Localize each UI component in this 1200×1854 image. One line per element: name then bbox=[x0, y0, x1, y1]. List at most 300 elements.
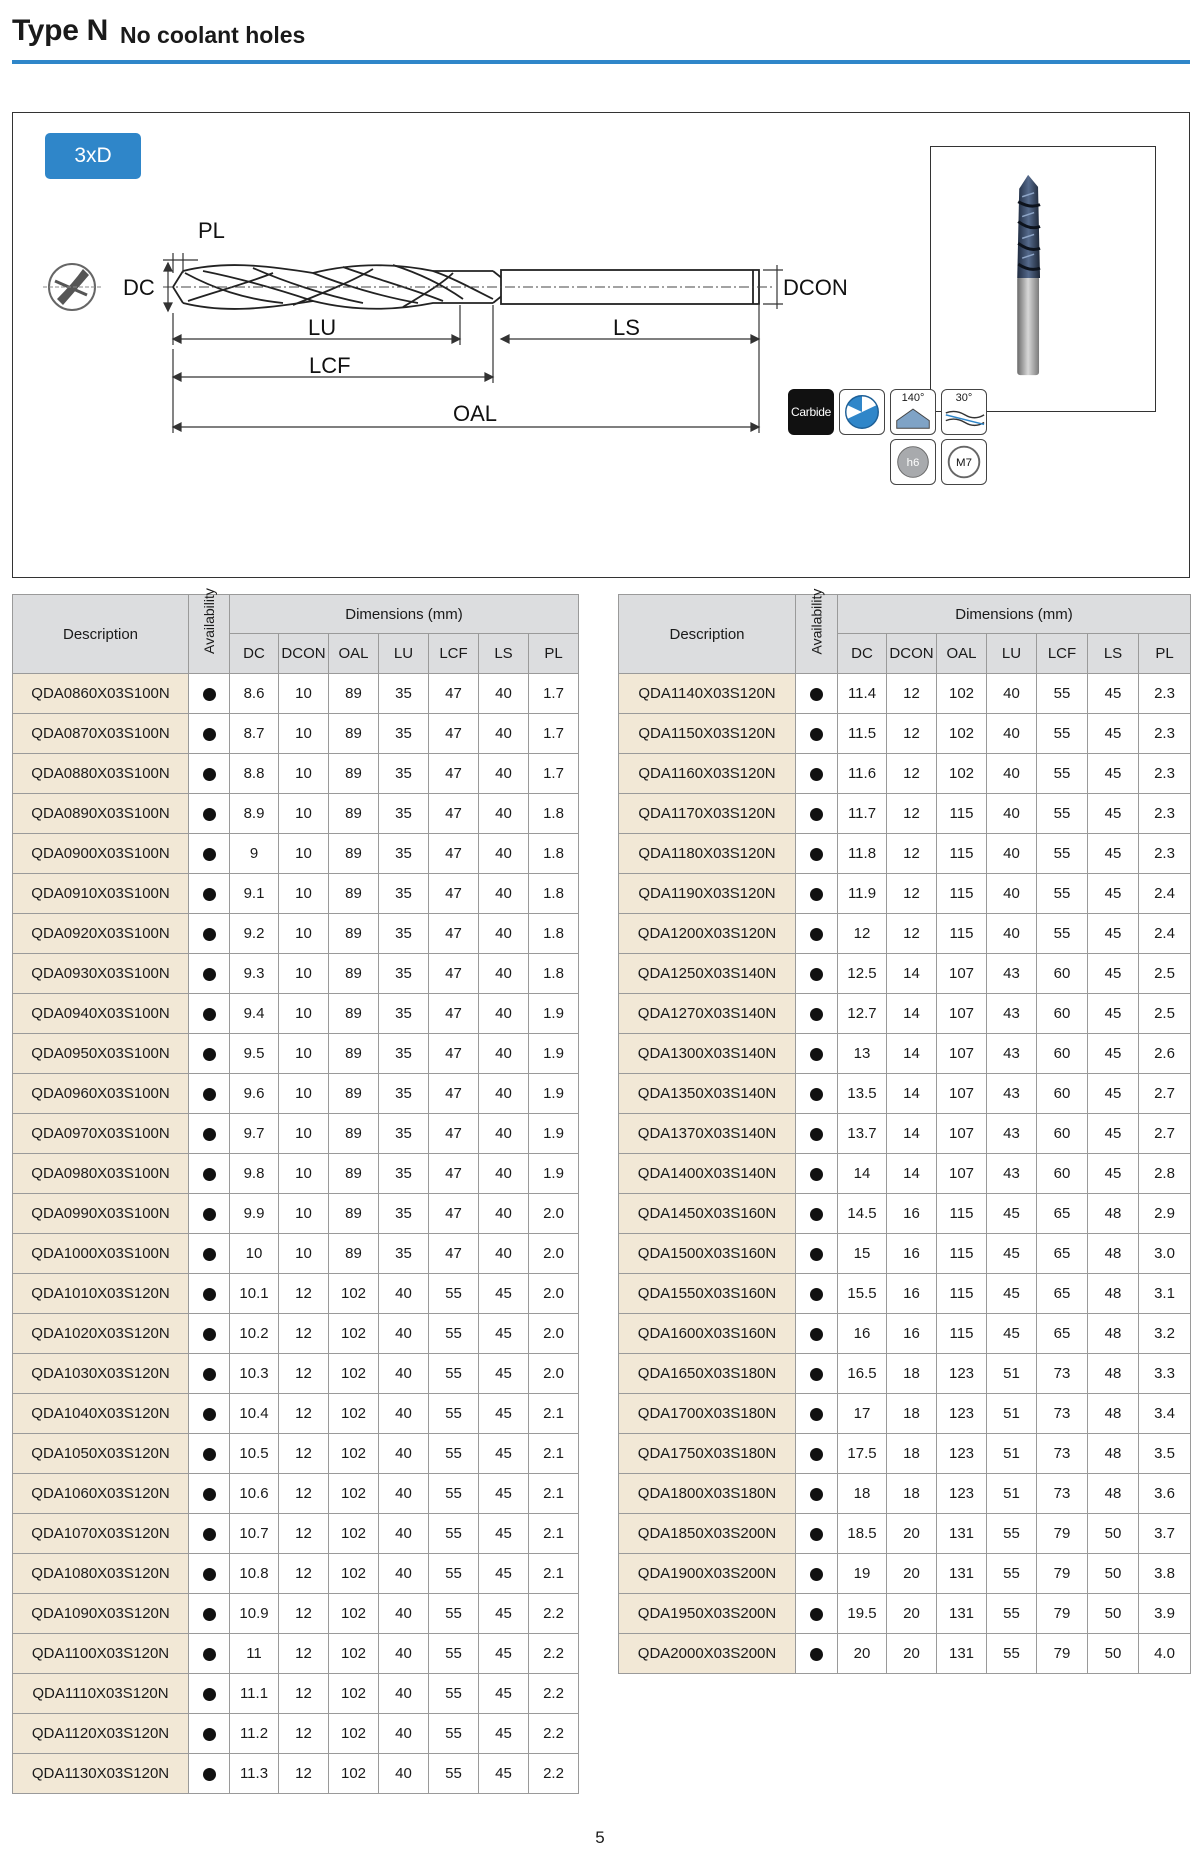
cell-dcon: 12 bbox=[279, 1714, 329, 1754]
cell-pl: 2.0 bbox=[529, 1194, 579, 1234]
cell-oal: 102 bbox=[329, 1594, 379, 1634]
available-dot-icon bbox=[810, 1408, 823, 1421]
cell-ls: 40 bbox=[479, 834, 529, 874]
table-row bbox=[13, 1554, 579, 1594]
item-description: QDA1180X03S120N bbox=[619, 834, 796, 874]
column-header-dc: DC bbox=[838, 634, 887, 674]
availability-cell bbox=[189, 874, 230, 914]
cell-pl: 2.6 bbox=[1139, 1034, 1191, 1074]
item-description: QDA1800X03S180N bbox=[619, 1474, 796, 1514]
item-description: QDA2000X03S200N bbox=[619, 1634, 796, 1674]
cell-oal: 89 bbox=[329, 834, 379, 874]
table-row bbox=[13, 1274, 579, 1314]
cell-lcf: 47 bbox=[429, 1074, 479, 1114]
page-subtitle: No coolant holes bbox=[120, 22, 306, 48]
availability-cell bbox=[796, 994, 838, 1034]
cell-lu: 45 bbox=[987, 1314, 1037, 1354]
cell-lu: 40 bbox=[379, 1274, 429, 1314]
cell-dcon: 12 bbox=[887, 754, 937, 794]
cell-pl: 2.1 bbox=[529, 1474, 579, 1514]
cell-oal: 115 bbox=[937, 1274, 987, 1314]
item-description: QDA1400X03S140N bbox=[619, 1154, 796, 1194]
availability-cell bbox=[796, 754, 838, 794]
table-row bbox=[619, 1154, 1191, 1194]
available-dot-icon bbox=[203, 1448, 216, 1461]
cell-lcf: 60 bbox=[1037, 1114, 1088, 1154]
cell-oal: 123 bbox=[937, 1474, 987, 1514]
cell-dcon: 12 bbox=[279, 1674, 329, 1714]
cell-pl: 1.8 bbox=[529, 834, 579, 874]
cell-dcon: 12 bbox=[887, 674, 937, 714]
cell-ls: 45 bbox=[479, 1354, 529, 1394]
cell-ls: 45 bbox=[479, 1274, 529, 1314]
item-description: QDA1070X03S120N bbox=[13, 1514, 189, 1554]
availability-cell bbox=[189, 1554, 230, 1594]
cell-ls: 45 bbox=[1088, 914, 1139, 954]
cell-lu: 40 bbox=[379, 1514, 429, 1554]
cell-oal: 89 bbox=[329, 714, 379, 754]
cell-lcf: 79 bbox=[1037, 1634, 1088, 1674]
cell-oal: 131 bbox=[937, 1634, 987, 1674]
availability-cell bbox=[189, 994, 230, 1034]
availability-cell bbox=[796, 1114, 838, 1154]
available-dot-icon bbox=[203, 808, 216, 821]
table-row bbox=[13, 1514, 579, 1554]
availability-cell bbox=[189, 1394, 230, 1434]
availability-cell bbox=[189, 1514, 230, 1554]
cell-dcon: 10 bbox=[279, 1034, 329, 1074]
item-description: QDA0880X03S100N bbox=[13, 754, 189, 794]
cell-dc: 10.7 bbox=[230, 1514, 279, 1554]
lcf-label: LCF bbox=[309, 353, 351, 378]
cell-lu: 35 bbox=[379, 754, 429, 794]
cell-lcf: 55 bbox=[429, 1554, 479, 1594]
availability-cell bbox=[189, 714, 230, 754]
item-description: QDA0910X03S100N bbox=[13, 874, 189, 914]
column-header-dc: DC bbox=[230, 634, 279, 674]
cell-pl: 1.8 bbox=[529, 794, 579, 834]
cell-ls: 45 bbox=[479, 1394, 529, 1434]
drill-cross-section-icon bbox=[839, 389, 885, 435]
cell-lu: 40 bbox=[379, 1754, 429, 1794]
cell-lu: 35 bbox=[379, 1154, 429, 1194]
cell-ls: 45 bbox=[1088, 674, 1139, 714]
cell-lcf: 55 bbox=[429, 1634, 479, 1674]
item-description: QDA0980X03S100N bbox=[13, 1154, 189, 1194]
cell-pl: 2.3 bbox=[1139, 674, 1191, 714]
availability-cell bbox=[189, 954, 230, 994]
cell-lu: 40 bbox=[987, 834, 1037, 874]
cell-lu: 55 bbox=[987, 1634, 1037, 1674]
cell-dc: 9.8 bbox=[230, 1154, 279, 1194]
cell-ls: 40 bbox=[479, 1194, 529, 1234]
table-row bbox=[13, 1074, 579, 1114]
table-row bbox=[619, 1434, 1191, 1474]
cell-lu: 35 bbox=[379, 714, 429, 754]
drill-photo-illustration bbox=[931, 147, 1155, 411]
page-title: Type N bbox=[12, 14, 108, 47]
cell-lcf: 47 bbox=[429, 674, 479, 714]
cell-dc: 11.3 bbox=[230, 1754, 279, 1794]
cell-lcf: 47 bbox=[429, 874, 479, 914]
cell-lcf: 47 bbox=[429, 754, 479, 794]
cell-dc: 8.8 bbox=[230, 754, 279, 794]
cell-pl: 3.3 bbox=[1139, 1354, 1191, 1394]
cell-lu: 40 bbox=[987, 674, 1037, 714]
cell-dc: 14.5 bbox=[838, 1194, 887, 1234]
cell-lu: 51 bbox=[987, 1434, 1037, 1474]
item-description: QDA0860X03S100N bbox=[13, 674, 189, 714]
column-header-dcon: DCON bbox=[887, 634, 937, 674]
available-dot-icon bbox=[810, 1288, 823, 1301]
cell-oal: 115 bbox=[937, 1194, 987, 1234]
cell-dcon: 16 bbox=[887, 1194, 937, 1234]
table-row bbox=[13, 1234, 579, 1274]
cell-lcf: 73 bbox=[1037, 1474, 1088, 1514]
cell-dc: 10.1 bbox=[230, 1274, 279, 1314]
cell-oal: 102 bbox=[329, 1554, 379, 1594]
cell-pl: 3.4 bbox=[1139, 1394, 1191, 1434]
cell-pl: 2.2 bbox=[529, 1594, 579, 1634]
cell-lu: 40 bbox=[379, 1474, 429, 1514]
cell-ls: 40 bbox=[479, 1074, 529, 1114]
available-dot-icon bbox=[203, 1488, 216, 1501]
cell-dcon: 10 bbox=[279, 714, 329, 754]
table-row bbox=[13, 914, 579, 954]
availability-cell bbox=[796, 874, 838, 914]
table-row bbox=[13, 1594, 579, 1634]
cell-lu: 43 bbox=[987, 1034, 1037, 1074]
item-description: QDA1060X03S120N bbox=[13, 1474, 189, 1514]
table-row bbox=[13, 834, 579, 874]
availability-cell bbox=[189, 1114, 230, 1154]
cell-ls: 48 bbox=[1088, 1474, 1139, 1514]
cell-oal: 123 bbox=[937, 1394, 987, 1434]
cell-lu: 35 bbox=[379, 994, 429, 1034]
cell-oal: 102 bbox=[329, 1674, 379, 1714]
cell-oal: 115 bbox=[937, 1234, 987, 1274]
availability-cell bbox=[189, 1474, 230, 1514]
cell-lu: 35 bbox=[379, 1114, 429, 1154]
cell-dcon: 16 bbox=[887, 1274, 937, 1314]
cell-dcon: 14 bbox=[887, 1114, 937, 1154]
item-description: QDA1140X03S120N bbox=[619, 674, 796, 714]
cell-dcon: 18 bbox=[887, 1474, 937, 1514]
cell-dcon: 10 bbox=[279, 754, 329, 794]
available-dot-icon bbox=[810, 888, 823, 901]
cell-pl: 2.3 bbox=[1139, 714, 1191, 754]
available-dot-icon bbox=[203, 1408, 216, 1421]
cell-ls: 40 bbox=[479, 1154, 529, 1194]
cell-dcon: 12 bbox=[887, 834, 937, 874]
cell-lcf: 55 bbox=[1037, 874, 1088, 914]
cell-oal: 107 bbox=[937, 954, 987, 994]
available-dot-icon bbox=[203, 1248, 216, 1261]
cell-lu: 40 bbox=[379, 1354, 429, 1394]
point-angle-icon bbox=[890, 389, 936, 435]
cell-oal: 102 bbox=[329, 1274, 379, 1314]
cell-lcf: 65 bbox=[1037, 1274, 1088, 1314]
table-row bbox=[619, 1394, 1191, 1434]
available-dot-icon bbox=[810, 848, 823, 861]
cell-pl: 1.9 bbox=[529, 994, 579, 1034]
cell-lcf: 55 bbox=[429, 1754, 479, 1794]
cell-lu: 35 bbox=[379, 674, 429, 714]
cell-ls: 40 bbox=[479, 874, 529, 914]
availability-cell bbox=[189, 1034, 230, 1074]
availability-cell bbox=[796, 714, 838, 754]
cell-pl: 3.0 bbox=[1139, 1234, 1191, 1274]
cell-dcon: 12 bbox=[279, 1394, 329, 1434]
cell-pl: 4.0 bbox=[1139, 1634, 1191, 1674]
cell-dcon: 12 bbox=[279, 1554, 329, 1594]
available-dot-icon bbox=[810, 1008, 823, 1021]
cell-lcf: 55 bbox=[429, 1354, 479, 1394]
availability-cell bbox=[796, 1554, 838, 1594]
availability-cell bbox=[189, 754, 230, 794]
cell-ls: 40 bbox=[479, 794, 529, 834]
cell-dc: 10.6 bbox=[230, 1474, 279, 1514]
cell-dcon: 10 bbox=[279, 994, 329, 1034]
length-ratio-badge: 3xD bbox=[45, 133, 141, 179]
cell-dc: 11.2 bbox=[230, 1714, 279, 1754]
cell-pl: 1.7 bbox=[529, 674, 579, 714]
cell-ls: 50 bbox=[1088, 1634, 1139, 1674]
table-row bbox=[13, 1394, 579, 1434]
cell-ls: 40 bbox=[479, 754, 529, 794]
column-header-ls: LS bbox=[479, 634, 529, 674]
cell-pl: 2.0 bbox=[529, 1274, 579, 1314]
cell-dc: 20 bbox=[838, 1634, 887, 1674]
cell-dc: 9.3 bbox=[230, 954, 279, 994]
cell-lcf: 47 bbox=[429, 1234, 479, 1274]
cell-pl: 3.5 bbox=[1139, 1434, 1191, 1474]
table-row bbox=[619, 1314, 1191, 1354]
cell-ls: 40 bbox=[479, 1034, 529, 1074]
cell-dc: 9.2 bbox=[230, 914, 279, 954]
availability-cell bbox=[796, 1194, 838, 1234]
cell-pl: 2.2 bbox=[529, 1674, 579, 1714]
table-row bbox=[619, 754, 1191, 794]
table-row bbox=[619, 834, 1191, 874]
available-dot-icon bbox=[810, 1528, 823, 1541]
available-dot-icon bbox=[810, 928, 823, 941]
cell-dc: 8.7 bbox=[230, 714, 279, 754]
availability-cell bbox=[189, 1434, 230, 1474]
availability-cell bbox=[189, 1154, 230, 1194]
cell-dcon: 12 bbox=[279, 1594, 329, 1634]
cell-lu: 35 bbox=[379, 1074, 429, 1114]
column-header-lu: LU bbox=[379, 634, 429, 674]
table-row bbox=[13, 1674, 579, 1714]
table-row bbox=[619, 714, 1191, 754]
available-dot-icon bbox=[203, 1008, 216, 1021]
availability-cell bbox=[189, 914, 230, 954]
table-row bbox=[13, 994, 579, 1034]
column-header-oal: OAL bbox=[937, 634, 987, 674]
cell-lu: 40 bbox=[379, 1634, 429, 1674]
cell-pl: 2.2 bbox=[529, 1714, 579, 1754]
column-header-dcon: DCON bbox=[279, 634, 329, 674]
table-row bbox=[619, 954, 1191, 994]
cell-lu: 40 bbox=[379, 1434, 429, 1474]
cell-lcf: 60 bbox=[1037, 1154, 1088, 1194]
cell-dc: 12.7 bbox=[838, 994, 887, 1034]
available-dot-icon bbox=[203, 1208, 216, 1221]
available-dot-icon bbox=[810, 808, 823, 821]
column-header-lcf: LCF bbox=[429, 634, 479, 674]
cell-oal: 115 bbox=[937, 834, 987, 874]
cell-dc: 13.5 bbox=[838, 1074, 887, 1114]
cell-pl: 2.3 bbox=[1139, 754, 1191, 794]
table-row bbox=[619, 1234, 1191, 1274]
available-dot-icon bbox=[810, 1488, 823, 1501]
cell-lu: 51 bbox=[987, 1474, 1037, 1514]
cell-oal: 89 bbox=[329, 1074, 379, 1114]
availability-cell bbox=[189, 1314, 230, 1354]
availability-cell bbox=[796, 674, 838, 714]
cell-dc: 10.9 bbox=[230, 1594, 279, 1634]
available-dot-icon bbox=[203, 848, 216, 861]
availability-cell bbox=[796, 1034, 838, 1074]
cell-lcf: 47 bbox=[429, 994, 479, 1034]
table-row bbox=[619, 1554, 1191, 1594]
cell-oal: 89 bbox=[329, 994, 379, 1034]
cell-lcf: 73 bbox=[1037, 1354, 1088, 1394]
cell-dcon: 20 bbox=[887, 1634, 937, 1674]
cell-oal: 102 bbox=[937, 674, 987, 714]
cell-oal: 115 bbox=[937, 794, 987, 834]
helix-angle-label: 30° bbox=[955, 392, 973, 404]
cell-oal: 107 bbox=[937, 1154, 987, 1194]
available-dot-icon bbox=[203, 1648, 216, 1661]
cell-pl: 3.8 bbox=[1139, 1554, 1191, 1594]
cell-dcon: 14 bbox=[887, 994, 937, 1034]
cell-dc: 11.5 bbox=[838, 714, 887, 754]
available-dot-icon bbox=[203, 1328, 216, 1341]
cell-lu: 40 bbox=[379, 1594, 429, 1634]
cell-oal: 102 bbox=[329, 1754, 379, 1794]
cell-dcon: 20 bbox=[887, 1554, 937, 1594]
cell-pl: 2.0 bbox=[529, 1234, 579, 1274]
availability-cell bbox=[189, 674, 230, 714]
item-description: QDA0870X03S100N bbox=[13, 714, 189, 754]
column-header-oal: OAL bbox=[329, 634, 379, 674]
cell-oal: 89 bbox=[329, 1034, 379, 1074]
cell-pl: 2.5 bbox=[1139, 994, 1191, 1034]
cell-lcf: 60 bbox=[1037, 954, 1088, 994]
cell-ls: 45 bbox=[479, 1754, 529, 1794]
table-row bbox=[619, 1194, 1191, 1234]
item-description: QDA1270X03S140N bbox=[619, 994, 796, 1034]
cell-lu: 55 bbox=[987, 1554, 1037, 1594]
item-description: QDA0900X03S100N bbox=[13, 834, 189, 874]
table-row bbox=[13, 1314, 579, 1354]
cell-pl: 2.4 bbox=[1139, 874, 1191, 914]
hole-tolerance-icon bbox=[941, 439, 987, 485]
available-dot-icon bbox=[203, 1048, 216, 1061]
cell-pl: 3.2 bbox=[1139, 1314, 1191, 1354]
cell-dc: 18 bbox=[838, 1474, 887, 1514]
shank-tolerance-icon bbox=[890, 439, 936, 485]
cell-lcf: 47 bbox=[429, 914, 479, 954]
item-description: QDA1120X03S120N bbox=[13, 1714, 189, 1754]
item-description: QDA1500X03S160N bbox=[619, 1234, 796, 1274]
availability-cell bbox=[189, 1234, 230, 1274]
item-description: QDA1090X03S120N bbox=[13, 1594, 189, 1634]
cell-lcf: 47 bbox=[429, 794, 479, 834]
cell-pl: 2.2 bbox=[529, 1754, 579, 1794]
cell-dcon: 14 bbox=[887, 1074, 937, 1114]
cell-oal: 102 bbox=[329, 1514, 379, 1554]
cell-dc: 15.5 bbox=[838, 1274, 887, 1314]
availability-cell bbox=[796, 1634, 838, 1674]
availability-cell bbox=[189, 1074, 230, 1114]
available-dot-icon bbox=[810, 1568, 823, 1581]
available-dot-icon bbox=[203, 968, 216, 981]
cell-lcf: 55 bbox=[429, 1274, 479, 1314]
cell-dcon: 12 bbox=[887, 714, 937, 754]
cell-pl: 2.9 bbox=[1139, 1194, 1191, 1234]
cell-dc: 11.9 bbox=[838, 874, 887, 914]
available-dot-icon bbox=[203, 1688, 216, 1701]
cell-oal: 102 bbox=[937, 754, 987, 794]
available-dot-icon bbox=[810, 1608, 823, 1621]
cell-lu: 55 bbox=[987, 1594, 1037, 1634]
cell-oal: 89 bbox=[329, 1234, 379, 1274]
item-description: QDA1600X03S160N bbox=[619, 1314, 796, 1354]
cell-oal: 89 bbox=[329, 874, 379, 914]
table-row bbox=[619, 994, 1191, 1034]
cell-pl: 1.9 bbox=[529, 1034, 579, 1074]
cell-dc: 10.8 bbox=[230, 1554, 279, 1594]
item-description: QDA1450X03S160N bbox=[619, 1194, 796, 1234]
cell-ls: 45 bbox=[1088, 754, 1139, 794]
cell-pl: 2.1 bbox=[529, 1394, 579, 1434]
cell-lu: 40 bbox=[987, 914, 1037, 954]
cell-dcon: 12 bbox=[279, 1274, 329, 1314]
item-description: QDA1850X03S200N bbox=[619, 1514, 796, 1554]
table-row bbox=[13, 754, 579, 794]
cell-pl: 2.0 bbox=[529, 1354, 579, 1394]
cell-dc: 12 bbox=[838, 914, 887, 954]
cell-lcf: 65 bbox=[1037, 1314, 1088, 1354]
cell-pl: 3.6 bbox=[1139, 1474, 1191, 1514]
available-dot-icon bbox=[810, 1648, 823, 1661]
cell-oal: 131 bbox=[937, 1514, 987, 1554]
table-row bbox=[619, 1034, 1191, 1074]
availability-header: Availability bbox=[796, 595, 838, 674]
cell-ls: 45 bbox=[479, 1594, 529, 1634]
availability-cell bbox=[796, 954, 838, 994]
helix-angle-icon bbox=[941, 389, 987, 435]
cell-oal: 89 bbox=[329, 754, 379, 794]
available-dot-icon bbox=[203, 1368, 216, 1381]
cell-dc: 13 bbox=[838, 1034, 887, 1074]
cell-lcf: 55 bbox=[1037, 714, 1088, 754]
cell-ls: 48 bbox=[1088, 1194, 1139, 1234]
item-description: QDA1030X03S120N bbox=[13, 1354, 189, 1394]
cell-ls: 48 bbox=[1088, 1314, 1139, 1354]
spec-table-body bbox=[13, 674, 579, 1794]
point-angle-label: 140° bbox=[901, 392, 925, 404]
cell-dcon: 12 bbox=[279, 1634, 329, 1674]
cell-oal: 115 bbox=[937, 874, 987, 914]
cell-pl: 1.8 bbox=[529, 874, 579, 914]
available-dot-icon bbox=[810, 1448, 823, 1461]
cell-dcon: 18 bbox=[887, 1394, 937, 1434]
item-description: QDA0920X03S100N bbox=[13, 914, 189, 954]
